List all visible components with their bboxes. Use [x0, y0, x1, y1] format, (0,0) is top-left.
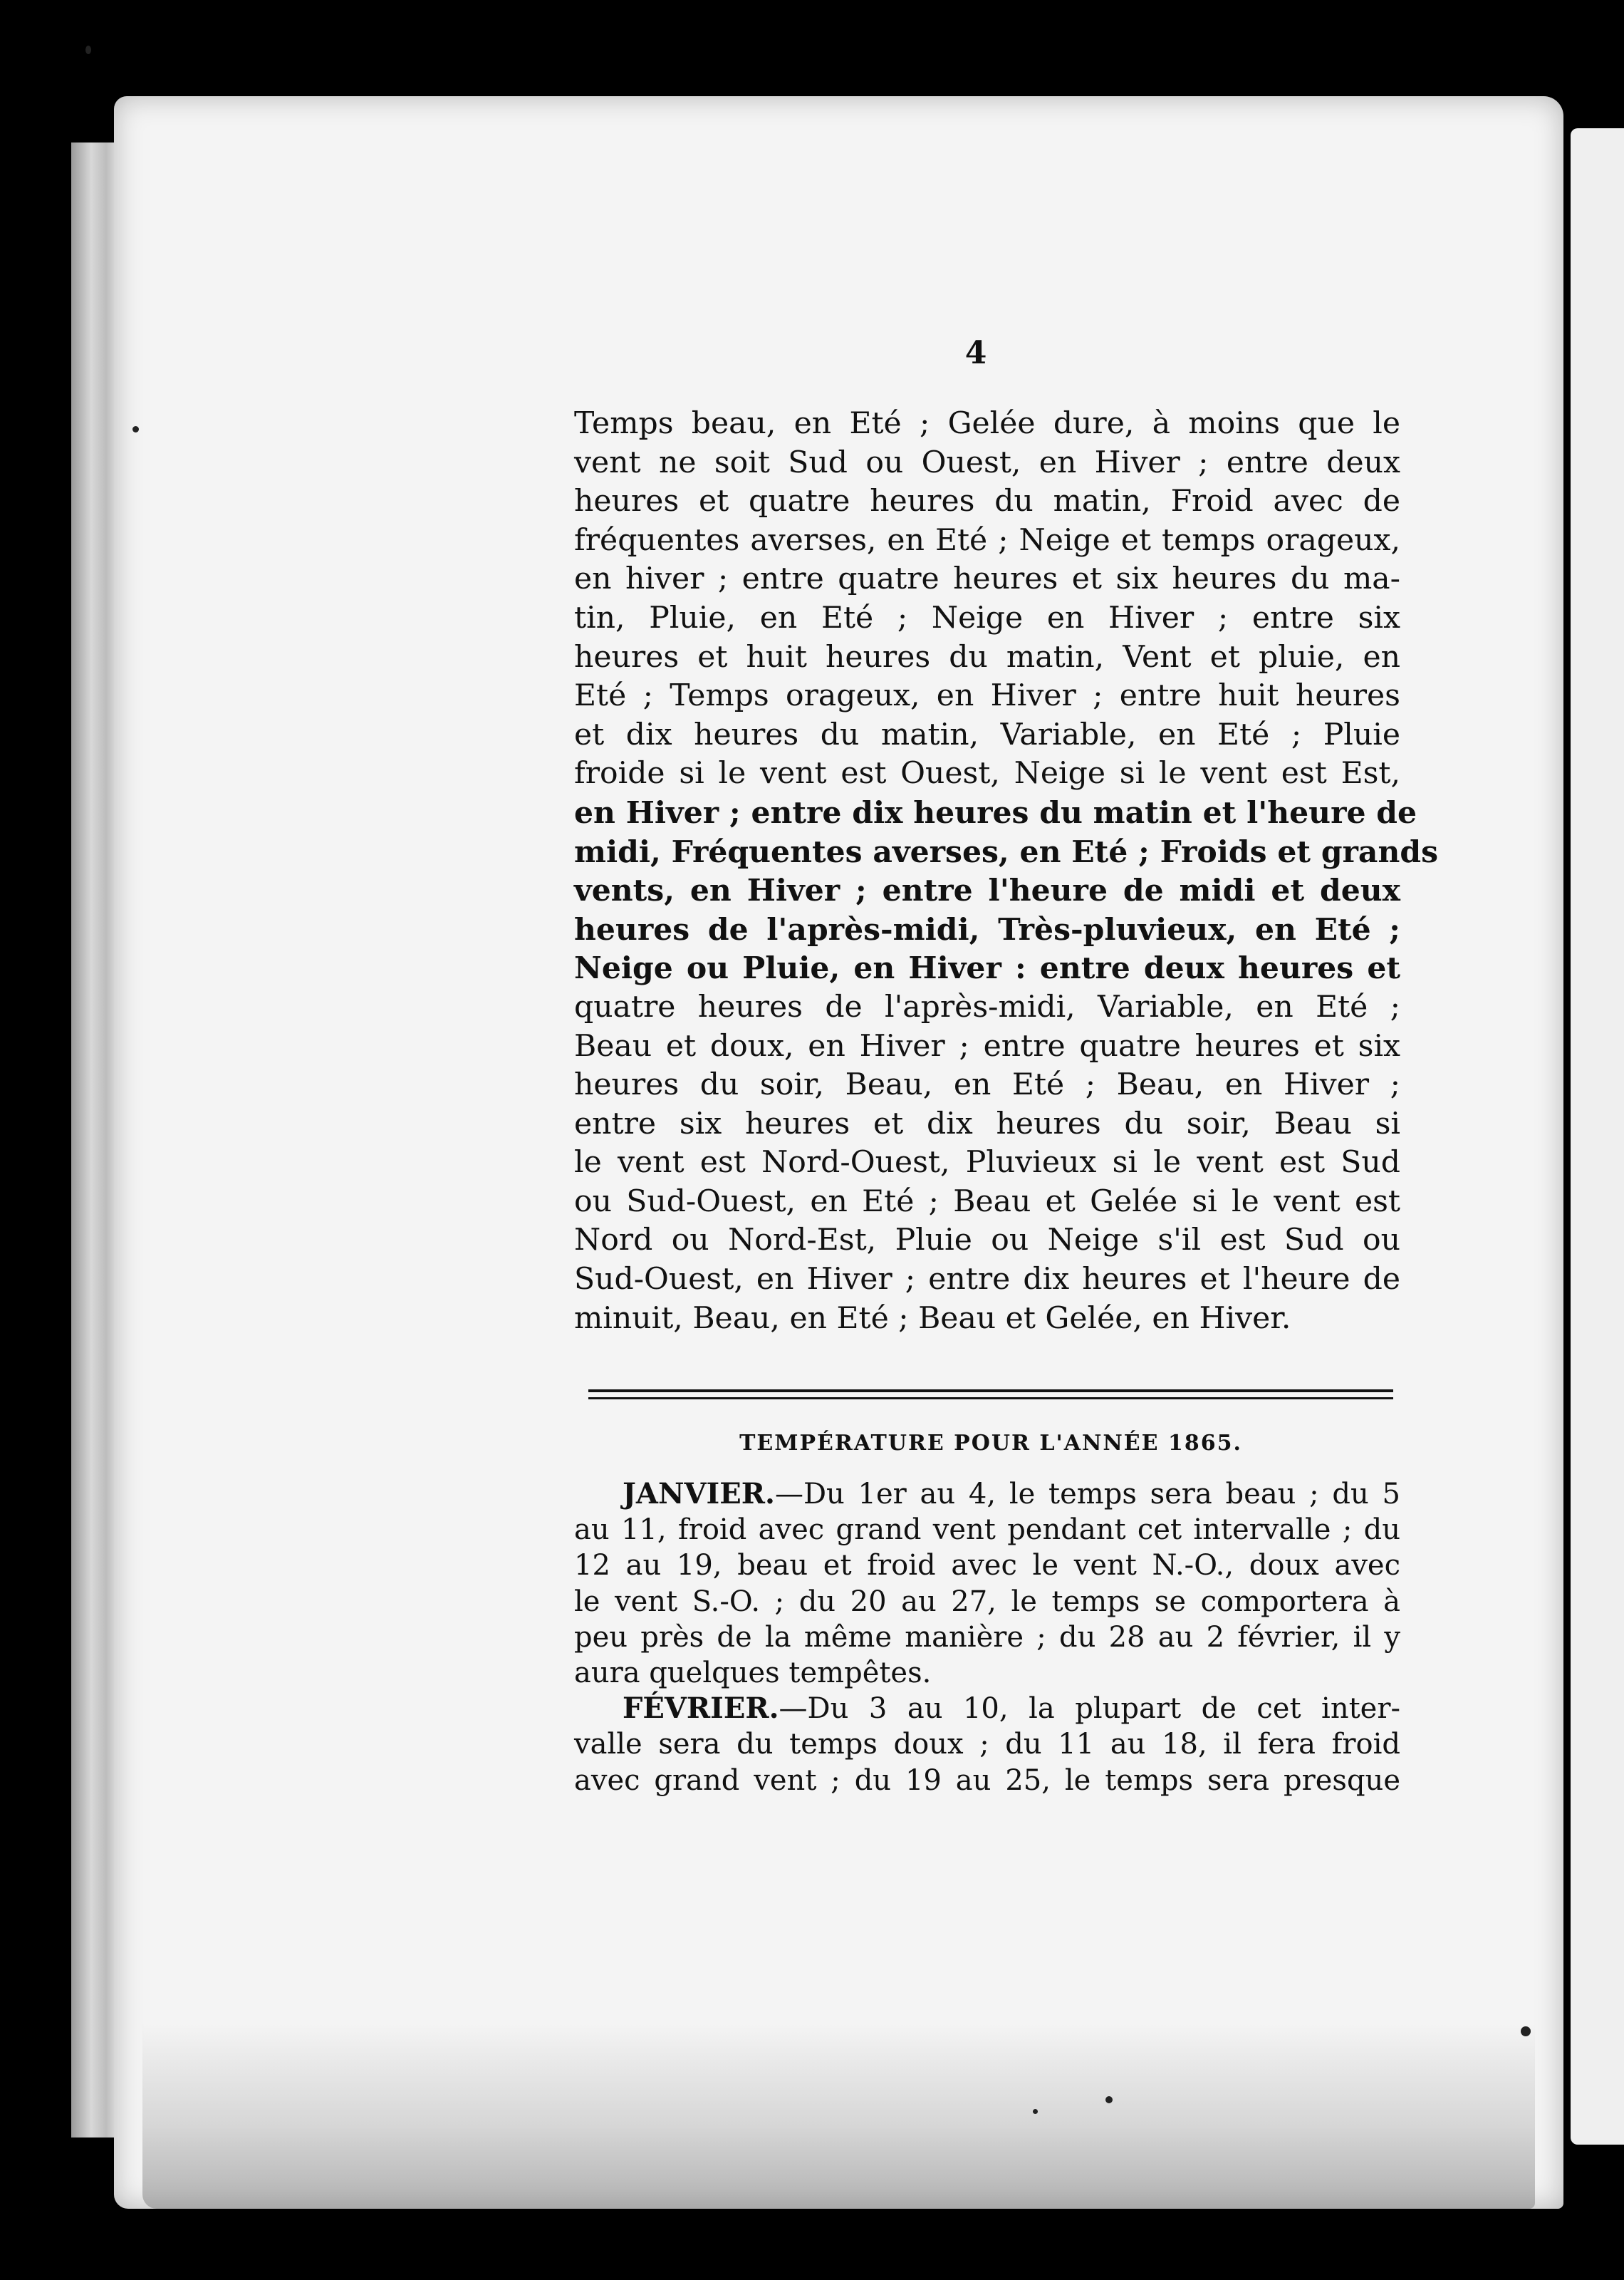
paragraph-line: fréquentes averses, en Eté ; Neige et temps orageux,	[574, 522, 1400, 558]
paragraph-line: vents, en Hiver ; entre l'heure de midi et deux	[574, 873, 1400, 909]
paragraph-line: Eté ; Temps orageux, en Hiver ; entre huit heures	[574, 678, 1400, 714]
paragraph-line: heures et quatre heures du matin, Froid avec de	[574, 484, 1400, 519]
month-text: —Du 1er au 4, le temps sera beau ; du 5	[774, 1478, 1400, 1510]
ink-speck	[85, 46, 91, 54]
month-text-line: au 11, froid avec grand vent pendant cet intervalle ; du	[574, 1513, 1400, 1547]
paragraph-line: en hiver ; entre quatre heures et six heures du ma-	[574, 561, 1400, 597]
paragraph-line: heures et huit heures du matin, Vent et pluie, en	[574, 639, 1400, 675]
month-text-line: aura quelques tempêtes.	[574, 1657, 932, 1690]
paragraph-line: Nord ou Nord-Est, Pluie ou Neige s'il est Sud ou	[574, 1223, 1400, 1258]
month-entry-first-line	[574, 1691, 1400, 1726]
adjacent-page-edge	[1571, 128, 1624, 2145]
month-name: FÉVRIER.	[623, 1691, 779, 1726]
month-forecast-list	[574, 1476, 1400, 1798]
month-text-line: valle sera du temps doux ; du 11 au 18, il fera froid	[574, 1728, 1400, 1761]
month-text-line: 12 au 19, beau et froid avec le vent N.-O., doux avec	[574, 1549, 1400, 1582]
ink-speck	[1033, 2109, 1038, 2114]
paragraph-line: minuit, Beau, en Eté ; Beau et Gelée, en Hiver.	[574, 1300, 1291, 1336]
paragraph-line: Temps beau, en Eté ; Gelée dure, à moins que le	[574, 406, 1400, 441]
paragraph-line: le vent est Nord-Ouest, Pluvieux si le vent est Sud	[574, 1145, 1400, 1181]
paragraph-line: Neige ou Pluie, en Hiver : entre deux heures et	[574, 950, 1400, 987]
paragraph-line: heures de l'après-midi, Très-pluvieux, en Eté ;	[574, 911, 1400, 948]
month-entry-first-line	[574, 1476, 1400, 1512]
paragraph-line: Beau et doux, en Hiver ; entre quatre heures et six	[574, 1028, 1400, 1064]
ink-speck	[1105, 2096, 1113, 2103]
month-text-line: peu près de la même manière ; du 28 au 2 février, il y	[574, 1620, 1400, 1654]
month-text-line: le vent S.-O. ; du 20 au 27, le temps se comportera à	[574, 1585, 1400, 1618]
page-stain	[142, 2024, 1535, 2209]
body-paragraph	[574, 405, 1439, 1338]
month-text: —Du 3 au 10, la plupart de cet inter-	[779, 1692, 1400, 1726]
paragraph-line: midi, Fréquentes averses, en Eté ; Froids et grands	[574, 834, 1439, 870]
section-title: TEMPÉRATURE POUR L'ANNÉE 1865.	[739, 1431, 1242, 1456]
page-number: 4	[964, 335, 987, 371]
paragraph-line: tin, Pluie, en Eté ; Neige en Hiver ; entre six	[574, 600, 1400, 636]
paragraph-line: en Hiver ; entre dix heures du matin et l'heure de	[574, 794, 1417, 831]
month-text-line: avec grand vent ; du 19 au 25, le temps sera presque	[574, 1763, 1400, 1797]
paragraph-line: Sud-Ouest, en Hiver ; entre dix heures et l'heure de	[574, 1262, 1400, 1297]
paragraph-line: quatre heures de l'après-midi, Variable, en Eté ;	[574, 989, 1400, 1025]
paragraph-line: et dix heures du matin, Variable, en Eté ; Pluie	[574, 717, 1400, 752]
paragraph-line: vent ne soit Sud ou Ouest, en Hiver ; entre deux	[574, 445, 1400, 480]
month-name: JANVIER.	[623, 1477, 775, 1510]
paragraph-line: entre six heures et dix heures du soir, Beau si	[574, 1106, 1400, 1141]
double-rule-divider	[588, 1389, 1393, 1399]
ink-speck	[1521, 2026, 1531, 2036]
paragraph-line: ou Sud-Ouest, en Eté ; Beau et Gelée si le vent est	[574, 1183, 1400, 1219]
ink-speck	[132, 426, 139, 432]
paragraph-line: froide si le vent est Ouest, Neige si le vent est Est,	[574, 756, 1400, 792]
paragraph-line: heures du soir, Beau, en Eté ; Beau, en Hiver ;	[574, 1067, 1400, 1103]
